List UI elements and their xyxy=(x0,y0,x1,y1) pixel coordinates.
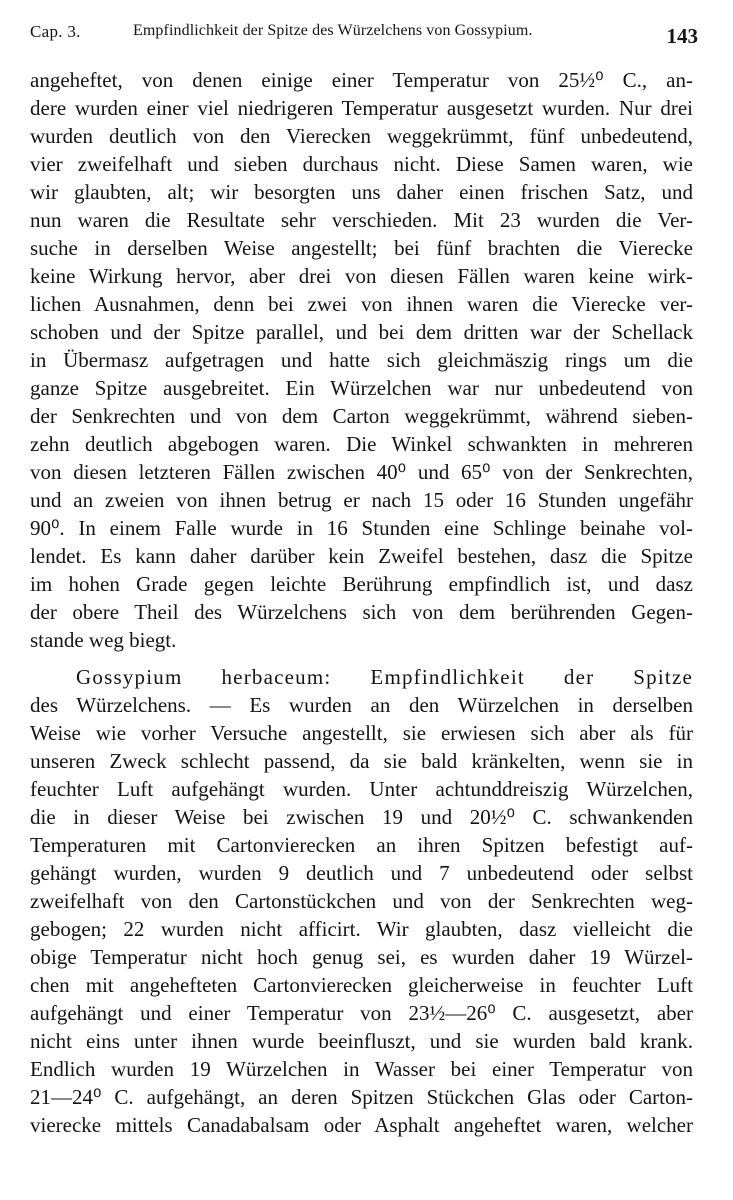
text-line: chen mit angehefteten Cartonvierecken gleicherweise in feuchter Luft xyxy=(30,973,693,997)
text-line: des Würzelchens. — Es wurden an den Würzelchen in derselben xyxy=(30,693,693,717)
text-line: obige Temperatur nicht hoch genug sei, es wurden daher 19 Würzel- xyxy=(30,945,693,969)
page-number: 143 xyxy=(666,24,698,48)
text-line: zweifelhaft von den Cartonstückchen und von der Senkrechten weg- xyxy=(30,889,693,913)
text-line: stande weg biegt. xyxy=(30,628,177,652)
text-line: ganze Spitze ausgebreitet. Ein Würzelchen war nur unbedeutend von xyxy=(30,376,693,400)
text-line: aufgehängt und einer Temperatur von 23½—26⁰ C. ausgesetzt, aber xyxy=(30,1001,693,1025)
text-line: unseren Zweck schlecht passend, da sie bald kränkelten, wenn sie in xyxy=(30,749,693,773)
text-line: lendet. Es kann daher darüber kein Zweifel bestehen, dasz die Spitze xyxy=(30,544,693,568)
text-line: der Senkrechten und von dem Carton weggekrümmt, während sieben- xyxy=(30,404,693,428)
text-line: nun waren die Resultate sehr verschieden. Mit 23 wurden die Ver- xyxy=(30,208,693,232)
text-line: wurden deutlich von den Vierecken weggekrümmt, fünf unbedeutend, xyxy=(30,124,693,148)
text-line: 90⁰. In einem Falle wurde in 16 Stunden eine Schlinge beinahe vol- xyxy=(30,516,693,540)
text-line: vierecke mittels Canadabalsam oder Asphalt angeheftet waren, welcher xyxy=(30,1113,693,1137)
text-line: gehängt wurden, wurden 9 deutlich und 7 unbedeutend oder selbst xyxy=(30,861,693,885)
text-line: in Übermasz aufgetragen und hatte sich gleichmäszig rings um die xyxy=(30,348,693,372)
text-line: Weise wie vorher Versuche angestellt, sie erwiesen sich aber als für xyxy=(30,721,693,745)
text-line: und an zweien von ihnen betrug er nach 15 oder 16 Stunden ungefähr xyxy=(30,488,693,512)
section-heading-line: Gossypium herbaceum: Empfindlichkeit der Spitze xyxy=(76,665,693,689)
running-header xyxy=(30,22,702,48)
text-line: suche in derselben Weise angestellt; bei fünf brachten die Vierecke xyxy=(30,236,693,260)
text-line: von diesen letzteren Fällen zwischen 40⁰ und 65⁰ von der Senkrechten, xyxy=(30,460,693,484)
text-line: die in dieser Weise bei zwischen 19 und 20½⁰ C. schwankenden xyxy=(30,805,693,829)
text-line: vier zweifelhaft und sieben durchaus nicht. Diese Samen waren, wie xyxy=(30,152,693,176)
text-line: lichen Ausnahmen, denn bei zwei von ihnen waren die Vierecke ver- xyxy=(30,292,693,316)
text-line: Temperaturen mit Cartonvierecken an ihren Spitzen befestigt auf- xyxy=(30,833,693,857)
text-line: gebogen; 22 wurden nicht afficirt. Wir glaubten, dasz vielleicht die xyxy=(30,917,693,941)
running-title: Empfindlichkeit der Spitze des Würzelchens von Gossypium. xyxy=(133,22,533,39)
text-line: Endlich wurden 19 Würzelchen in Wasser bei einer Temperatur von xyxy=(30,1057,693,1081)
text-line: nicht eins unter ihnen wurde beeinfluszt, und sie wurden bald krank. xyxy=(30,1029,693,1053)
text-line: dere wurden einer viel niedrigeren Temperatur ausgesetzt wurden. Nur drei xyxy=(30,96,693,120)
text-line: wir glaubten, alt; wir besorgten uns daher einen frischen Satz, und xyxy=(30,180,693,204)
text-line: 21—24⁰ C. aufgehängt, an deren Spitzen Stückchen Glas oder Carton- xyxy=(30,1085,693,1109)
text-line: feuchter Luft aufgehängt wurden. Unter achtunddreiszig Würzelchen, xyxy=(30,777,693,801)
text-line: schoben und der Spitze parallel, und bei dem dritten war der Schellack xyxy=(30,320,693,344)
text-line: angeheftet, von denen einige einer Temperatur von 25½⁰ C., an- xyxy=(30,68,693,92)
text-line: keine Wirkung hervor, aber drei von diesen Fällen waren keine wirk- xyxy=(30,264,693,288)
chapter-label: Cap. 3. xyxy=(30,22,81,41)
text-line: der obere Theil des Würzelchens sich von dem berührenden Gegen- xyxy=(30,600,693,624)
text-line: im hohen Grade gegen leichte Berührung empfindlich ist, und dasz xyxy=(30,572,693,596)
text-line: zehn deutlich abgebogen waren. Die Winkel schwankten in mehreren xyxy=(30,432,693,456)
